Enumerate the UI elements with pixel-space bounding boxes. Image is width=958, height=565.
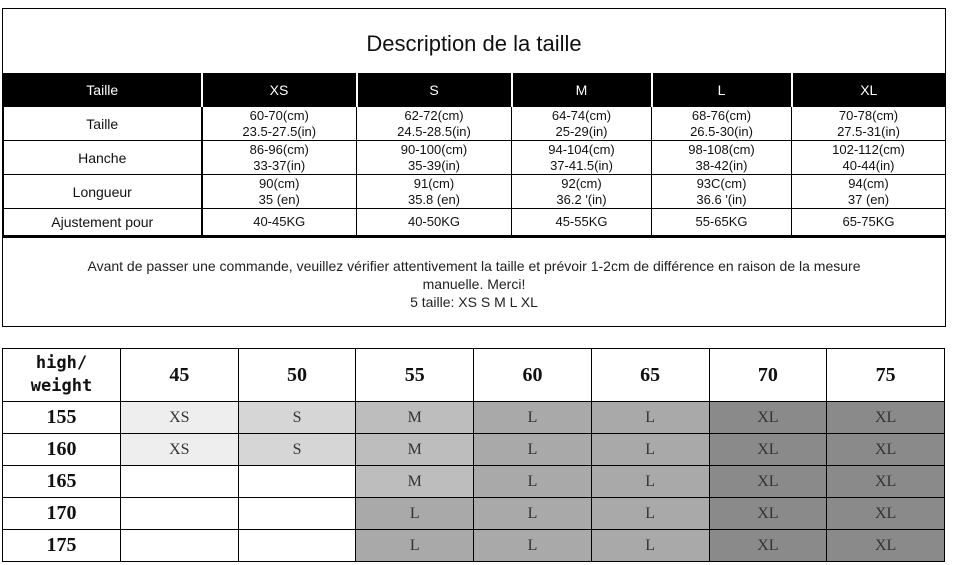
size-recommendation-cell: XL: [827, 530, 945, 562]
size-cell-value: 23.5-27.5(in): [242, 123, 317, 139]
size-recommendation-cell: XL: [827, 466, 945, 498]
size-recommendation-cell: L: [591, 530, 709, 562]
size-cell: [652, 175, 792, 209]
weight-header: 75: [827, 349, 945, 402]
weight-header: 60: [474, 349, 592, 402]
column-header: L: [652, 74, 792, 107]
size-cell-value: 90(cm): [259, 175, 300, 191]
size-cell: [357, 141, 512, 175]
size-recommendation-cell: [121, 530, 239, 562]
size-recommendation-cell: XL: [827, 434, 945, 466]
size-cell-value: 90-100(cm): [400, 141, 468, 157]
size-recommendation-cell: L: [356, 530, 474, 562]
size-cell-value: 40-45KG: [253, 214, 306, 229]
size-cell-value: 86-96(cm): [249, 141, 309, 157]
column-header: S: [357, 74, 512, 107]
size-recommendation-cell: L: [591, 498, 709, 530]
size-cell-value: 62-72(cm): [404, 107, 464, 123]
size-recommendation-cell: XS: [121, 434, 239, 466]
row-label: Ajustement pour: [4, 209, 202, 237]
size-cell-value: 70-78(cm): [838, 107, 899, 123]
size-cell-value: 35-39(in): [407, 157, 461, 173]
size-cell-value: 55-65KG: [695, 214, 748, 229]
size-cell: [202, 107, 357, 141]
size-cell: [202, 141, 357, 175]
size-cell: [652, 209, 792, 237]
size-cell-value: 40-44(in): [842, 157, 895, 173]
weight-header: 45: [121, 349, 239, 402]
height-row: [3, 434, 945, 466]
height-label: 155: [3, 402, 121, 434]
size-cell-value: 24.5-28.5(in): [397, 123, 471, 139]
row-label: Longueur: [4, 175, 202, 209]
corner-header: [3, 349, 121, 402]
column-header: XS: [202, 74, 357, 107]
size-table-row: [4, 209, 946, 237]
weight-header-row: [3, 349, 945, 402]
size-cell: [357, 209, 512, 237]
size-note-line: manuelle. Merci!: [422, 276, 526, 292]
size-note: [3, 257, 945, 311]
size-cell-value: 94-104(cm): [548, 141, 615, 157]
size-cell-value: 25-29(in): [555, 123, 608, 139]
size-recommendation-cell: XL: [709, 466, 827, 498]
corner-label: weight: [30, 376, 93, 396]
height-row: [3, 466, 945, 498]
height-row: [3, 402, 945, 434]
height-weight-grid: [2, 348, 945, 562]
column-header: XL: [792, 74, 946, 107]
size-cell: [357, 175, 512, 209]
column-header: M: [512, 74, 652, 107]
size-cell: [202, 209, 357, 237]
row-label: Hanche: [4, 141, 202, 175]
height-row: [3, 498, 945, 530]
size-recommendation-cell: XL: [827, 498, 945, 530]
size-table: [3, 73, 946, 238]
size-cell-value: 27.5-31(in): [837, 123, 900, 139]
size-cell-value: 102-112(cm): [832, 141, 905, 157]
size-cell-value: 35 (en): [258, 191, 300, 207]
size-cell: [357, 107, 512, 141]
size-cell-value: 91(cm): [413, 175, 455, 191]
size-cell-value: 65-75KG: [842, 214, 895, 229]
size-recommendation-cell: L: [474, 530, 592, 562]
size-recommendation-cell: S: [238, 402, 356, 434]
size-cell-value: 45-55KG: [555, 214, 608, 229]
size-cell-value: 94(cm): [848, 175, 889, 191]
size-cell-value: 26.5-30(in): [690, 123, 753, 139]
size-recommendation-cell: XL: [827, 402, 945, 434]
size-cell: [512, 209, 652, 237]
size-table-header: [4, 74, 946, 107]
size-cell-value: 68-76(cm): [691, 107, 752, 123]
size-cell-value: 60-70(cm): [249, 107, 309, 123]
size-recommendation-cell: L: [474, 466, 592, 498]
size-recommendation-cell: [121, 498, 239, 530]
size-recommendation-cell: XL: [709, 530, 827, 562]
size-cell-value: 98-108(cm): [688, 141, 755, 157]
size-cell-value: 37-41.5(in): [550, 157, 613, 173]
size-recommendation-cell: L: [591, 466, 709, 498]
size-cell-value: 37 (en): [847, 191, 890, 207]
size-cell: [792, 107, 946, 141]
size-recommendation-cell: L: [591, 402, 709, 434]
size-recommendation-cell: XL: [709, 402, 827, 434]
height-label: 170: [3, 498, 121, 530]
size-recommendation-cell: S: [238, 434, 356, 466]
size-cell-value: 33-37(in): [253, 157, 306, 173]
size-recommendation-cell: L: [356, 498, 474, 530]
height-label: 160: [3, 434, 121, 466]
size-recommendation-cell: M: [356, 434, 474, 466]
size-cell: [512, 141, 652, 175]
size-cell-value: 64-74(cm): [551, 107, 612, 123]
size-cell: [202, 175, 357, 209]
size-recommendation-cell: XS: [121, 402, 239, 434]
size-cell: [652, 107, 792, 141]
size-table-row: [4, 107, 946, 141]
height-label: 175: [3, 530, 121, 562]
size-cell-value: 36.2 '(in): [556, 191, 607, 207]
size-recommendation-cell: [238, 530, 356, 562]
size-recommendation-cell: XL: [709, 434, 827, 466]
size-recommendation-cell: L: [474, 402, 592, 434]
size-cell-value: 36.6 '(in): [696, 191, 747, 207]
size-recommendation-cell: [121, 466, 239, 498]
size-cell-value: 92(cm): [561, 175, 602, 191]
size-cell: [512, 175, 652, 209]
size-recommendation-cell: M: [356, 402, 474, 434]
size-recommendation-cell: L: [591, 434, 709, 466]
size-table-row: [4, 141, 946, 175]
size-cell: [652, 141, 792, 175]
size-cell: [792, 141, 946, 175]
size-description-panel: [2, 8, 946, 327]
row-label: Taille: [4, 107, 202, 141]
weight-header: 55: [356, 349, 474, 402]
height-label: 165: [3, 466, 121, 498]
size-cell: [792, 175, 946, 209]
weight-header: 70: [709, 349, 827, 402]
size-list-line: 5 taille: XS S M L XL: [410, 294, 538, 310]
size-cell-value: 40-50KG: [407, 214, 461, 229]
size-recommendation-cell: L: [474, 434, 592, 466]
weight-header: 50: [238, 349, 356, 402]
corner-label: high/: [35, 353, 88, 373]
panel-title: Description de la taille: [366, 31, 582, 56]
size-cell: [512, 107, 652, 141]
size-recommendation-cell: [238, 466, 356, 498]
size-note-line: Avant de passer une commande, veuillez vérifier attentivement la taille et prévoir 1-2cm de différence en raison de la mesure: [87, 258, 861, 274]
height-row: [3, 530, 945, 562]
size-cell: [792, 209, 946, 237]
size-recommendation-cell: L: [474, 498, 592, 530]
column-header: Taille: [4, 74, 202, 107]
size-cell-value: 93C(cm): [696, 175, 747, 191]
size-table-row: [4, 175, 946, 209]
size-recommendation-cell: M: [356, 466, 474, 498]
size-recommendation-cell: XL: [709, 498, 827, 530]
size-cell-value: 38-42(in): [695, 157, 748, 173]
weight-header: 65: [591, 349, 709, 402]
size-recommendation-cell: [238, 498, 356, 530]
size-cell-value: 35.8 (en): [407, 191, 461, 207]
